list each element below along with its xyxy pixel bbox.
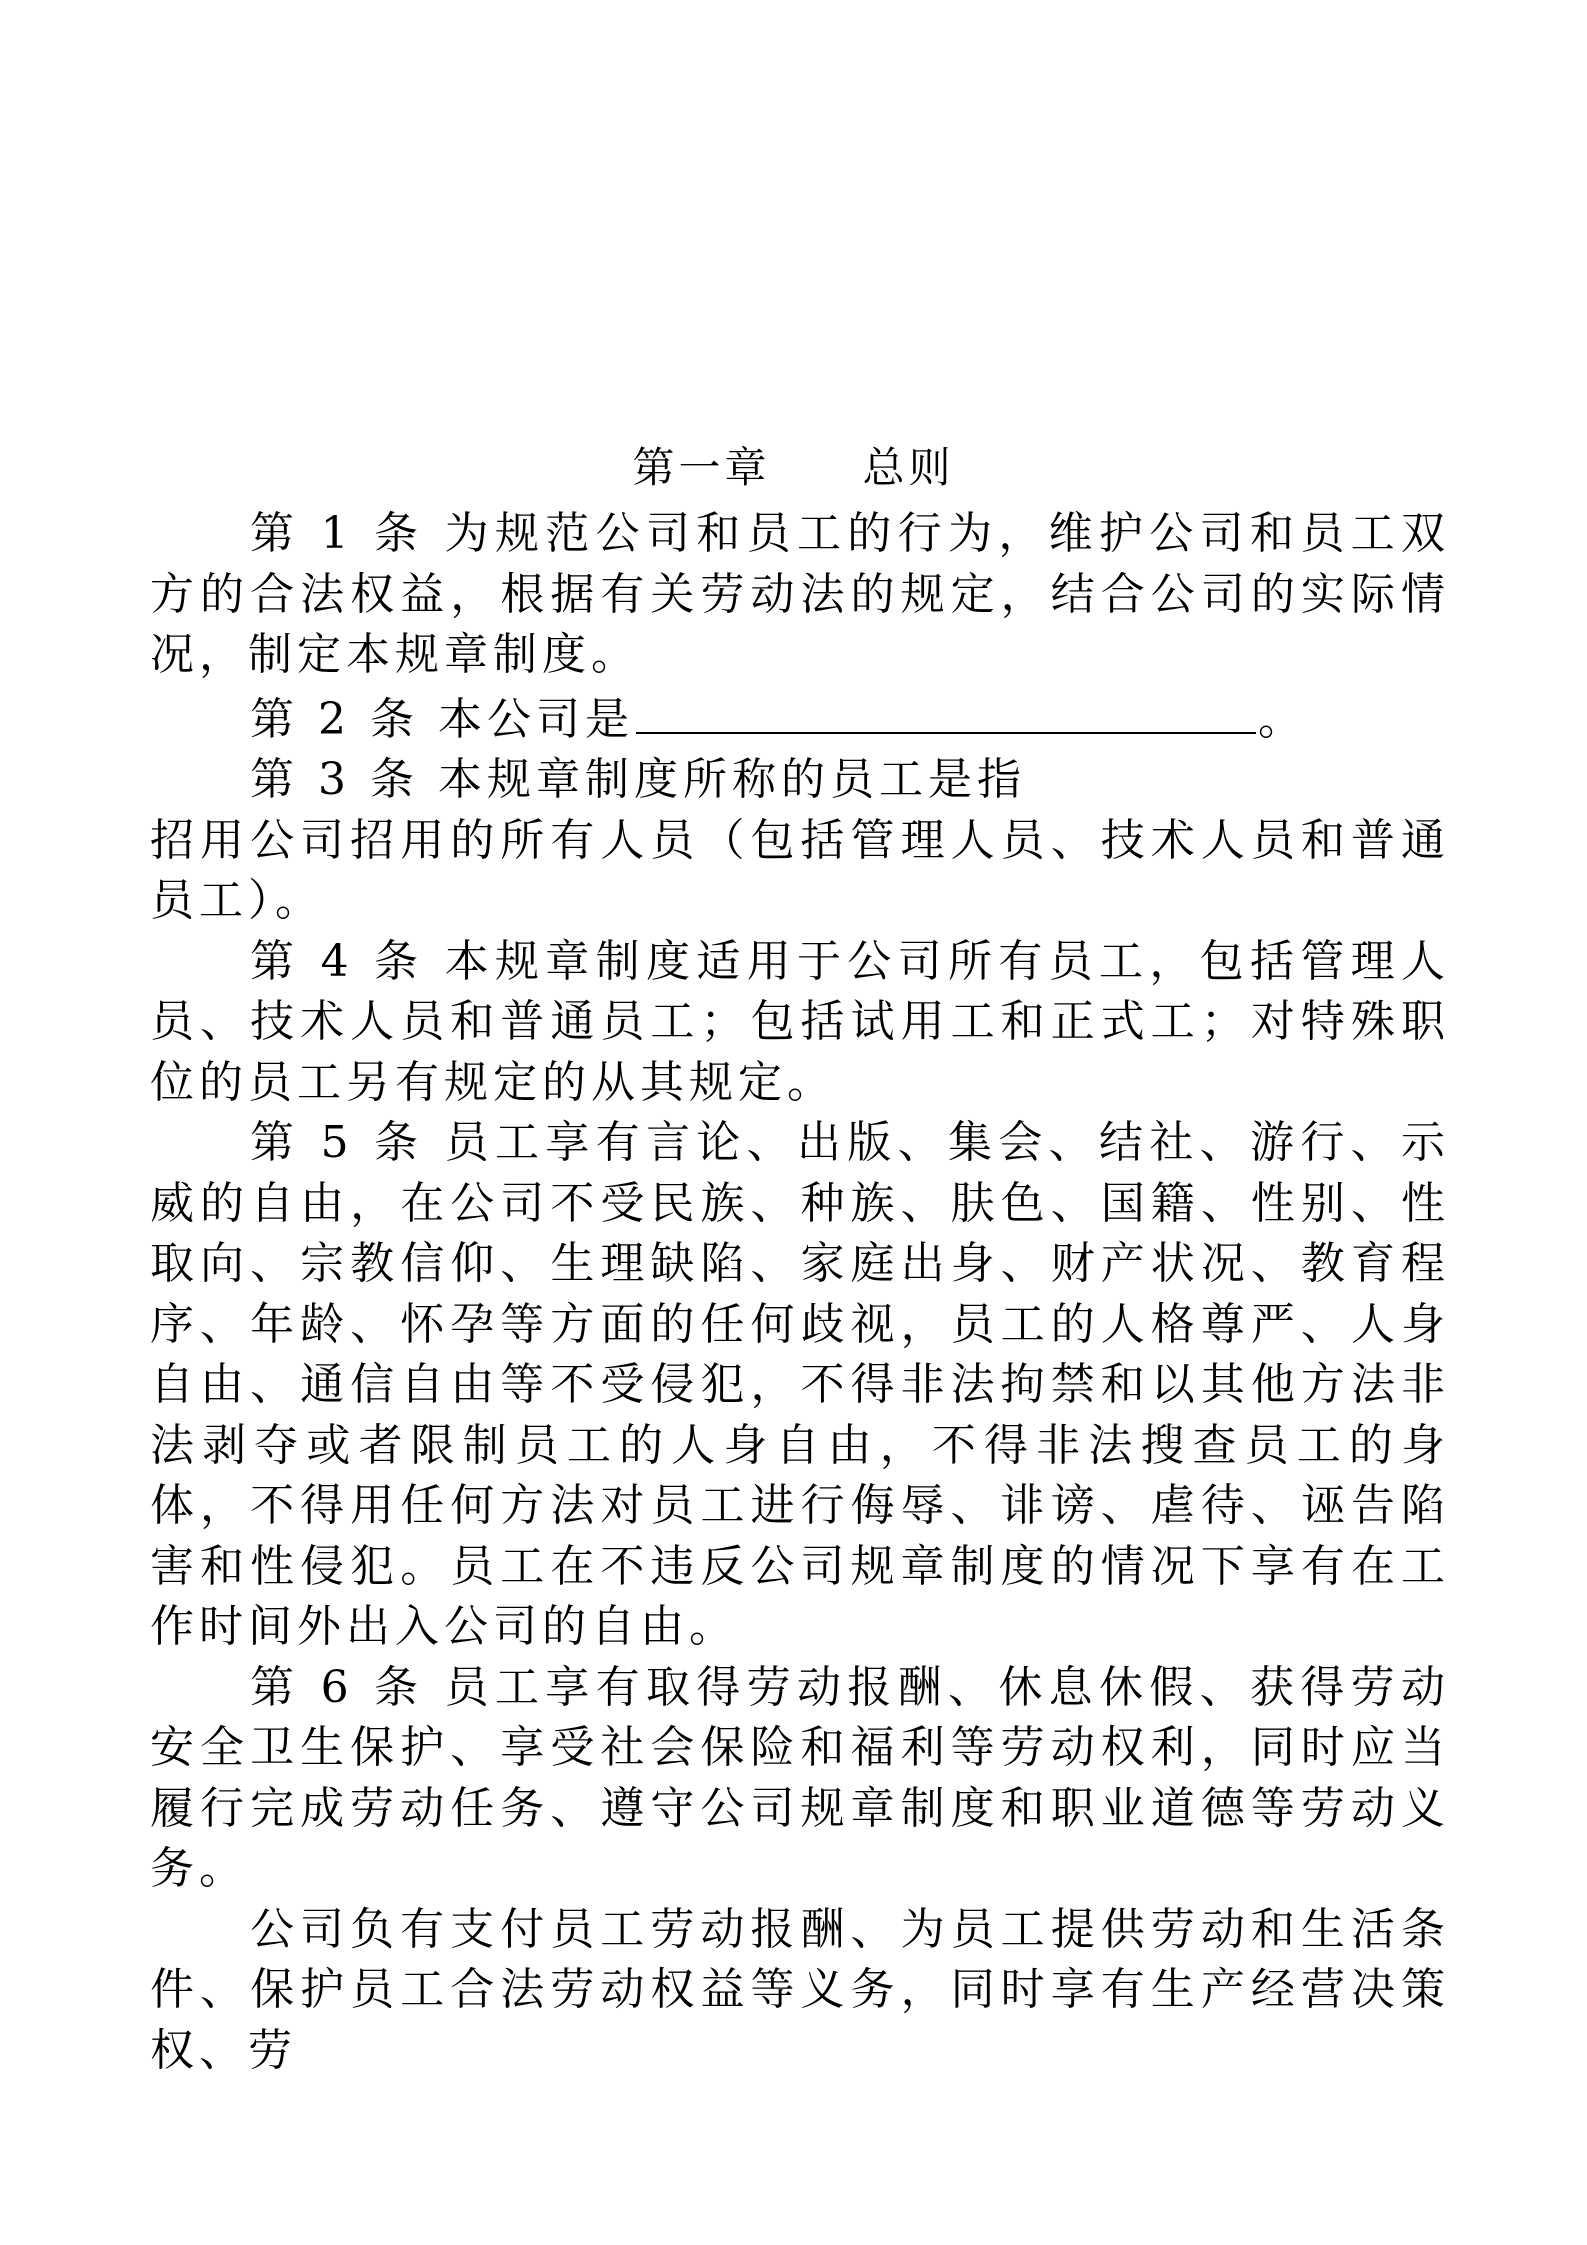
article-6: 第 6 条 员工享有取得劳动报酬、休息休假、获得劳动安全卫生保护、享受社会保险和福利等劳动权利，同时应当履行完成劳动任务、遵守公司规章制度和职业道德等劳动义务。 bbox=[150, 1661, 1450, 1894]
article-5: 第 5 条 员工享有言论、出版、集会、结社、游行、示威的自由，在公司不受民族、种族、肤色、国籍、性别、性取向、宗教信仰、生理缺陷、家庭出身、财产状况、教育程序、年龄、怀孕等方面的任何歧视，员工的人格尊严、人身自由、通信自由等不受侵犯，不得非法拘禁和以其他方法非法剥夺或者限制员工的人身自由，不得非法搜查员工的身体，不得用任何方法对员工进行侮辱、诽谤、虐待、诬告陷害和性侵犯。员工在不违反公司规章制度的情况下享有在工作时间外出入公司的自由。 bbox=[150, 1117, 1450, 1652]
chapter-title: 第一章 总则 bbox=[632, 443, 955, 492]
article-1: 第 1 条 为规范公司和员工的行为，维护公司和员工双方的合法权益，根据有关劳动法的规定，结合公司的实际情况，制定本规章制度。 bbox=[150, 508, 1450, 680]
article-2-suffix: 。 bbox=[1257, 693, 1307, 745]
article-3-line-1: 第 3 条 本规章制度所称的员工是指 bbox=[250, 754, 1026, 805]
article-2 bbox=[150, 686, 1450, 751]
company-name-blank bbox=[636, 686, 1256, 734]
article-4: 第 4 条 本规章制度适用于公司所有员工，包括管理人员、技术人员和普通员工；包括试用工和正式工；对特殊职位的员工另有规定的从其规定。 bbox=[150, 935, 1450, 1108]
article-6-continued: 公司负有支付员工劳动报酬、为员工提供劳动和生活条件、保护员工合法劳动权益等义务，同时享有生产经营决策权、劳 bbox=[150, 1903, 1450, 2076]
article-3-line-2: 招用公司招用的所有人员（包括管理人员、技术人员和普通员工）。 bbox=[150, 814, 1450, 926]
article-2-prefix: 第 2 条 本公司是 bbox=[250, 693, 634, 745]
document-body bbox=[150, 504, 1450, 2081]
